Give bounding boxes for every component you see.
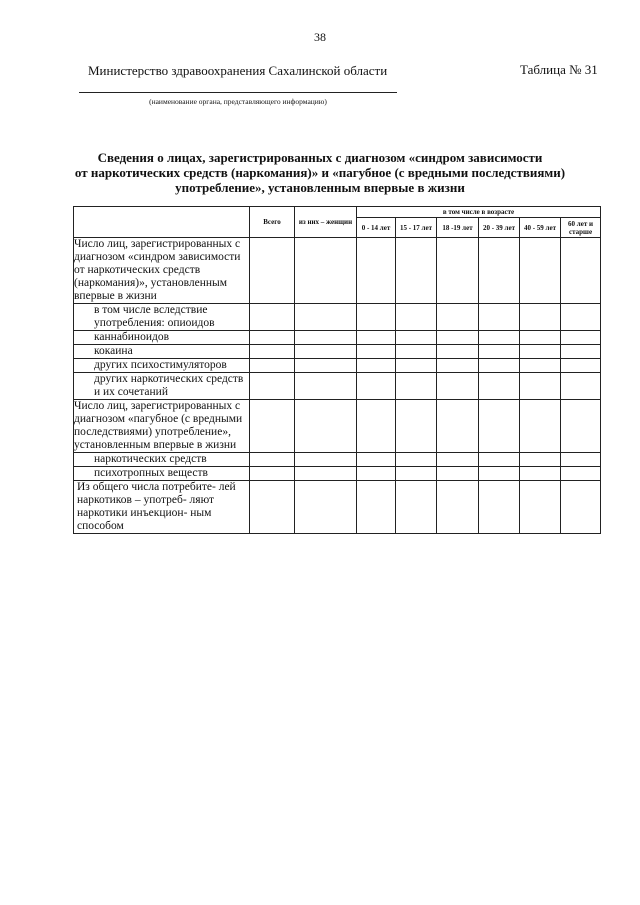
table-cell <box>437 373 479 400</box>
table-cell <box>520 331 561 345</box>
table-cell <box>250 304 295 331</box>
table-cell <box>520 453 561 467</box>
table-cell <box>396 481 437 534</box>
row-label-harmful-use-total: Число лиц, зарегистрированных с диагнозом «пагубное (с вредными последствиями) употребление», установленным впервые в жизни <box>74 400 250 453</box>
table-cell <box>437 481 479 534</box>
row-label-addiction-total: Число лиц, зарегистрированных с диагнозом «синдром зависимости от наркотических средств (наркомания)», установленным впервые в жизни <box>74 238 250 304</box>
row-label-cannabinoids: каннабиноидов <box>74 331 250 345</box>
table-cell <box>250 373 295 400</box>
row-label-cocaine: кокаина <box>74 345 250 359</box>
table-cell <box>479 467 520 481</box>
table-cell <box>250 400 295 453</box>
table-cell <box>250 467 295 481</box>
header-age-group: в том числе в возрасте <box>357 207 601 218</box>
table-cell <box>437 467 479 481</box>
table-row <box>74 373 601 400</box>
table-row <box>74 304 601 331</box>
table-cell <box>295 331 357 345</box>
header-age-60-plus: 60 лет и старше <box>561 218 601 238</box>
table-cell <box>520 481 561 534</box>
row-label-other-drugs: других наркотических средств и их сочетаний <box>74 373 250 400</box>
table-cell <box>357 331 396 345</box>
table-cell <box>561 373 601 400</box>
table-cell <box>295 481 357 534</box>
table-cell <box>561 400 601 453</box>
table-cell <box>396 359 437 373</box>
table-cell <box>396 400 437 453</box>
table-cell <box>250 481 295 534</box>
table-cell <box>357 345 396 359</box>
title-line: Сведения о лицах, зарегистрированных с диагнозом «синдром зависимости <box>97 150 543 165</box>
page-number: 38 <box>314 30 326 44</box>
header-indicator-cell <box>74 207 250 238</box>
table-cell <box>357 453 396 467</box>
table-row <box>74 453 601 467</box>
title-line: от наркотических средств (наркомания)» и «пагубное (с вредными последствиями) <box>74 165 566 180</box>
row-label-psychotropics: психотропных веществ <box>74 467 250 481</box>
table-cell <box>561 304 601 331</box>
table-cell <box>561 453 601 467</box>
row-label-narcotics: наркотических средств <box>74 453 250 467</box>
table-cell <box>250 453 295 467</box>
table-cell <box>479 304 520 331</box>
table-cell <box>479 453 520 467</box>
table-cell <box>479 345 520 359</box>
organization-underline <box>79 92 397 93</box>
table-cell <box>396 304 437 331</box>
table-cell <box>520 304 561 331</box>
table-cell <box>357 400 396 453</box>
table-cell <box>357 238 396 304</box>
table-cell <box>437 453 479 467</box>
table-cell <box>396 238 437 304</box>
table-cell <box>437 238 479 304</box>
table-row <box>74 238 601 304</box>
table-cell <box>520 345 561 359</box>
table-cell <box>295 400 357 453</box>
table-cell <box>520 238 561 304</box>
report-table <box>73 206 601 534</box>
table-cell <box>437 304 479 331</box>
table-cell <box>437 331 479 345</box>
document-title <box>60 150 580 195</box>
table-cell <box>479 359 520 373</box>
table-cell <box>295 359 357 373</box>
table-cell <box>520 467 561 481</box>
table-cell <box>250 331 295 345</box>
row-label-injection-users: Из общего числа потребите- лей наркотиков – употреб- ляют наркотики инъекцион- ным способом <box>74 481 250 534</box>
table-cell <box>357 359 396 373</box>
table-cell <box>295 467 357 481</box>
table-cell <box>357 304 396 331</box>
table-cell <box>561 481 601 534</box>
table-cell <box>295 345 357 359</box>
organization-caption: (наименование органа, представляющего информацию) <box>149 97 327 106</box>
table-cell <box>250 359 295 373</box>
organization-name: Министерство здравоохранения Сахалинской области <box>88 63 388 78</box>
table-cell <box>479 331 520 345</box>
table-cell <box>357 481 396 534</box>
table-row <box>74 467 601 481</box>
table-cell <box>396 345 437 359</box>
table-cell <box>561 345 601 359</box>
header-age-18-19: 18 -19 лет <box>437 218 479 238</box>
table-cell <box>520 359 561 373</box>
table-cell <box>561 331 601 345</box>
table-cell <box>479 238 520 304</box>
table-cell <box>479 400 520 453</box>
row-label-other-stimulants: других психостимуляторов <box>74 359 250 373</box>
header-row <box>74 207 601 218</box>
header-age-0-14: 0 - 14 лет <box>357 218 396 238</box>
table-cell <box>520 400 561 453</box>
table-cell <box>561 238 601 304</box>
table-cell <box>250 345 295 359</box>
table-cell <box>561 359 601 373</box>
table-cell <box>437 359 479 373</box>
table-cell <box>561 467 601 481</box>
table-cell <box>250 238 295 304</box>
table-cell <box>437 345 479 359</box>
row-label-opioids: в том числе вследствие употребления: опиоидов <box>74 304 250 331</box>
header-total: Всего <box>250 207 295 238</box>
header-age-40-59: 40 - 59 лет <box>520 218 561 238</box>
table-cell <box>295 304 357 331</box>
header-age-20-39: 20 - 39 лет <box>479 218 520 238</box>
table-cell <box>520 373 561 400</box>
table-cell <box>295 238 357 304</box>
table-cell <box>479 373 520 400</box>
table-cell <box>396 467 437 481</box>
table-cell <box>295 373 357 400</box>
table-row <box>74 359 601 373</box>
table-cell <box>295 453 357 467</box>
table-cell <box>396 373 437 400</box>
table-cell <box>479 481 520 534</box>
table-row <box>74 481 601 534</box>
header-age-15-17: 15 - 17 лет <box>396 218 437 238</box>
table-row <box>74 345 601 359</box>
table-cell <box>437 400 479 453</box>
header-women: из них – женщин <box>295 207 357 238</box>
table-row <box>74 400 601 453</box>
table-cell <box>357 373 396 400</box>
table-cell <box>396 453 437 467</box>
table-number: Таблица № 31 <box>520 62 598 77</box>
table-row <box>74 331 601 345</box>
table-cell <box>357 467 396 481</box>
title-line: употребление», установленным впервые в жизни <box>175 180 465 195</box>
table-cell <box>396 331 437 345</box>
